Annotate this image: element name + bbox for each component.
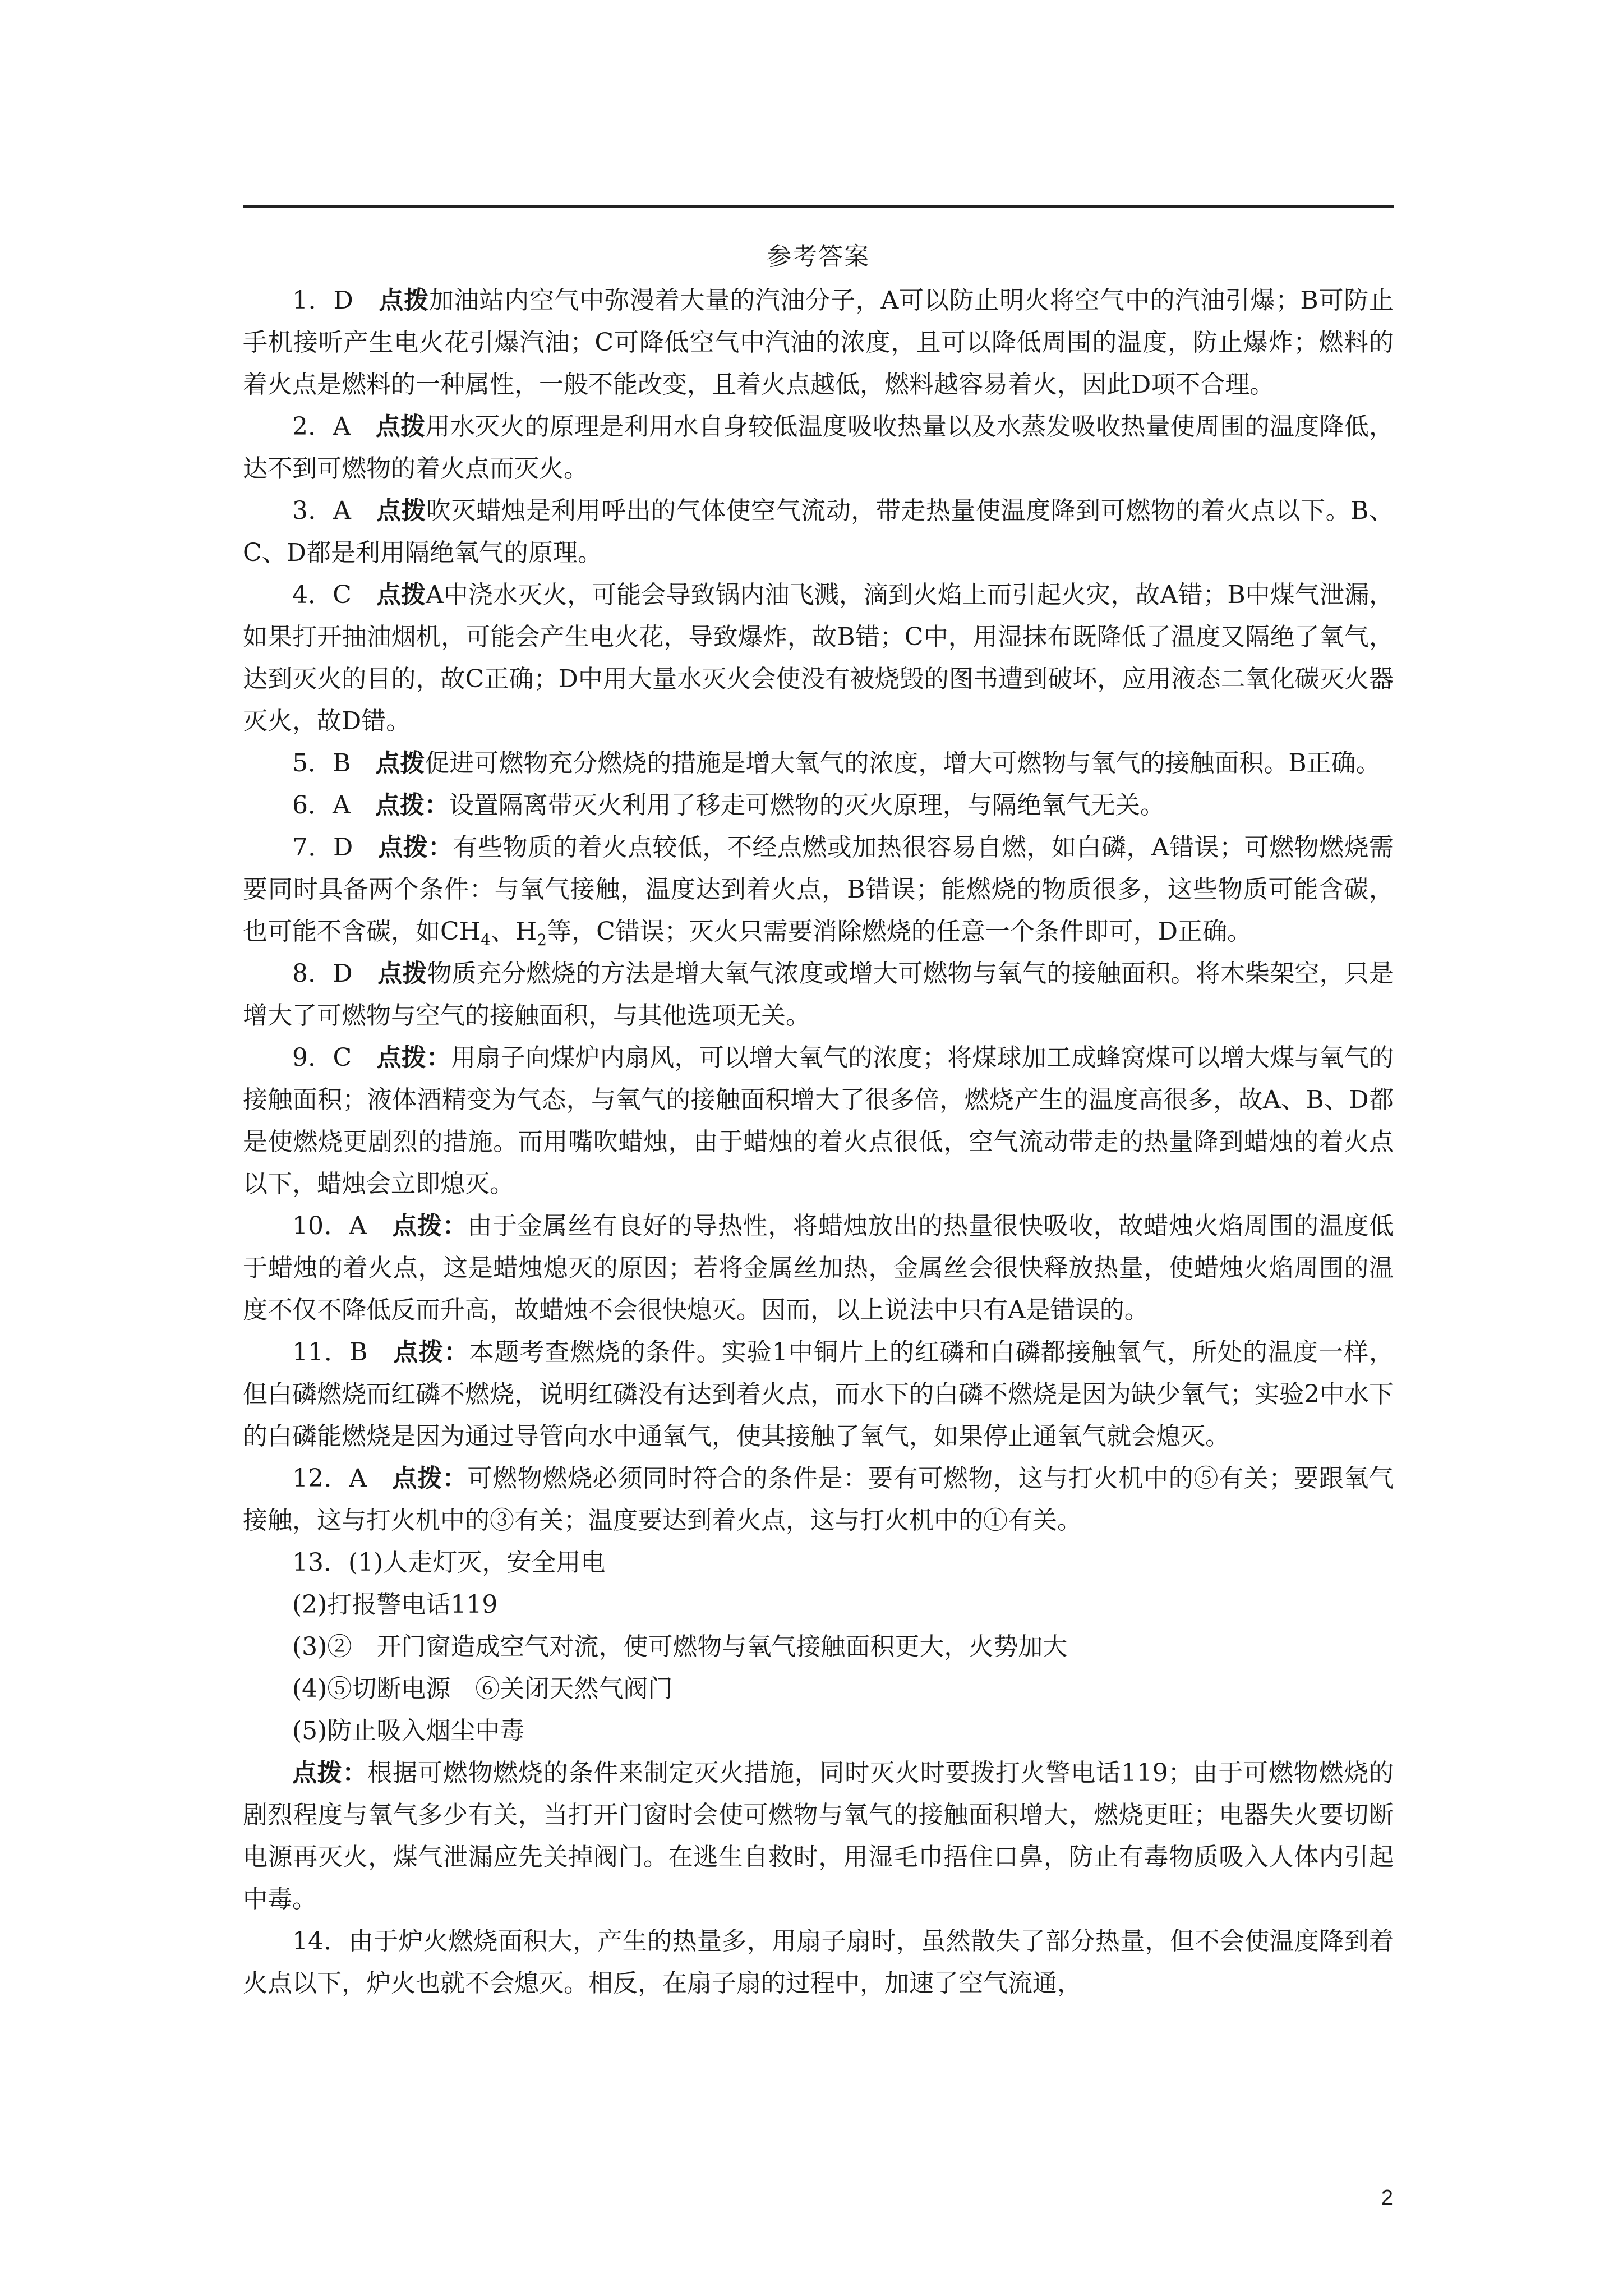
hint-label: 点拨 (375, 412, 426, 441)
answer-number: 8．D (292, 959, 353, 988)
answer-14: 14．由于炉火燃烧面积大，产生的热量多，用扇子扇时，虽然散失了部分热量，但不会使温度降到着火点以下，炉火也就不会熄灭。相反，在扇子扇的过程中，加速了空气流通， (243, 1927, 1394, 1998)
subscript: 2 (537, 930, 547, 949)
answer-7 (243, 826, 1394, 953)
answer-11 (243, 1331, 1394, 1457)
answer-number: 4．C (292, 581, 352, 609)
hint-label: 点拨： (392, 1464, 468, 1493)
answer-text: 可燃物燃烧必须同时符合的条件是：要有可燃物，这与打火机中的⑤有关；要跟氧气接触，这与打火机中的③有关；温度要达到着火点，这与打火机中的①有关。 (243, 1464, 1394, 1535)
answer-13-line: (2)打报警电话119 (292, 1590, 498, 1619)
answer-text: 、H (490, 917, 537, 946)
top-rule (243, 205, 1394, 208)
hint-label: 点拨： (375, 791, 449, 820)
answer-4 (243, 574, 1394, 742)
answer-2 (243, 406, 1394, 490)
answer-number: 6．A (292, 791, 351, 820)
answer-text: 加油站内空气中弥漫着大量的汽油分子，A可以防止明火将空气中的汽油引爆；B可防止手机接听产生电火花引爆汽油；C可降低空气中汽油的浓度，且可以降低周围的温度，防止爆炸；燃料的着火点是燃料的一种属性，一般不能改变，且着火点越低，燃料越容易着火，因此D项不合理。 (243, 286, 1394, 399)
answer-13-line: (5)防止吸入烟尘中毒 (292, 1717, 525, 1745)
page-number: 2 (1381, 2186, 1393, 2210)
answer-text: 促进可燃物充分燃烧的措施是增大氧气的浓度，增大可燃物与氧气的接触面积。B正确。 (425, 749, 1381, 777)
hint-label: 点拨 (375, 749, 425, 777)
answer-text: 等，C错误；灭火只需要消除燃烧的任意一个条件即可，D正确。 (547, 917, 1252, 946)
subscript: 4 (481, 930, 491, 949)
answer-number: 11．B (292, 1338, 368, 1366)
answer-number: 1．D (292, 286, 353, 315)
answer-number: 10．A (292, 1212, 367, 1240)
hint-label: 点拨 (376, 581, 426, 609)
answer-text: 用水灭火的原理是利用水自身较低温度吸收热量以及水蒸发吸收热量使周围的温度降低，达不到可燃物的着火点而灭火。 (243, 412, 1394, 483)
answer-text: 物质充分燃烧的方法是增大氧气浓度或增大可燃物与氧气的接触面积。将木柴架空，只是增大了可燃物与空气的接触面积，与其他选项无关。 (243, 959, 1394, 1030)
answer-content (243, 234, 1394, 2004)
answer-text: 由于金属丝有良好的导热性，将蜡烛放出的热量很快吸收，故蜡烛火焰周围的温度低于蜡烛的着火点，这是蜡烛熄灭的原因；若将金属丝加热，金属丝会很快释放热量，使蜡烛火焰周围的温度不仅不降低反而升高，故蜡烛不会很快熄灭。因而，以上说法中只有A是错误的。 (243, 1212, 1394, 1324)
answer-text: 有些物质的着火点较低，不经点燃或加热很容易自燃，如白磷，A错误；可燃物燃烧需要同时具备两个条件：与氧气接触，温度达到着火点，B错误；能燃烧的物质很多，这些物质可能含碳，也可能不含碳，如CH (243, 833, 1394, 946)
answer-number: 12．A (292, 1464, 367, 1493)
hint-label: 点拨： (376, 1043, 451, 1072)
answer-text: A中浇水灭火，可能会导致锅内油飞溅，滴到火焰上而引起火灾，故A错；B中煤气泄漏，如果打开抽油烟机，可能会产生电火花，导致爆炸，故B错；C中，用湿抹布既降低了温度又隔绝了氧气，达到灭火的目的，故C正确；D中用大量水灭火会使没有被烧毁的图书遭到破坏，应用液态二氧化碳灭火器灭火，故D错。 (243, 581, 1394, 735)
answer-5 (243, 742, 1394, 784)
hint-label: 点拨： (378, 833, 453, 862)
answer-text: 用扇子向煤炉内扇风，可以增大氧气的浓度；将煤球加工成蜂窝煤可以增大煤与氧气的接触面积；液体酒精变为气态，与氧气的接触面积增大了很多倍，燃烧产生的温度高很多，故A、B、D都是使燃烧更剧烈的措施。而用嘴吹蜡烛，由于蜡烛的着火点很低，空气流动带走的热量降到蜡烛的着火点以下，蜡烛会立即熄灭。 (243, 1043, 1394, 1198)
answer-text: 本题考查燃烧的条件。实验1中铜片上的红磷和白磷都接触氧气，所处的温度一样，但白磷燃烧而红磷不燃烧，说明红磷没有达到着火点，而水下的白磷不燃烧是因为缺少氧气；实验2中水下的白磷能燃烧是因为通过导管向水中通氧气，使其接触了氧气，如果停止通氧气就会熄灭。 (243, 1338, 1394, 1451)
answer-3 (243, 490, 1394, 574)
hint-label: 点拨 (377, 959, 427, 988)
answer-13-line: (4)⑤切断电源 ⑥关闭天然气阀门 (292, 1674, 673, 1703)
hint-label: 点拨： (393, 1338, 469, 1366)
answer-number: 5．B (292, 749, 351, 777)
answer-number: 9．C (292, 1043, 352, 1072)
answer-8 (243, 953, 1394, 1037)
hint-label: 点拨： (392, 1212, 468, 1240)
hint-label: 点拨： (292, 1759, 368, 1787)
answer-12 (243, 1457, 1394, 1542)
answer-text: 根据可燃物燃烧的条件来制定灭火措施，同时灭火时要拨打火警电话119；由于可燃物燃烧的剧烈程度与氧气多少有关，当打开门窗时会使可燃物与氧气的接触面积增大，燃烧更旺；电器失火要切断电源再灭火，煤气泄漏应先关掉阀门。在逃生自救时，用湿毛巾捂住口鼻，防止有毒物质吸入人体内引起中毒。 (243, 1759, 1394, 1913)
answer-text: 设置隔离带灭火利用了移走可燃物的灭火原理，与隔绝氧气无关。 (449, 791, 1165, 820)
answer-13-line: 13．(1)人走灯灭，安全用电 (292, 1548, 606, 1577)
answer-number: 7．D (292, 833, 353, 862)
answer-10 (243, 1205, 1394, 1331)
answer-1 (243, 279, 1394, 406)
answer-9 (243, 1037, 1394, 1205)
answer-number: 3．A (292, 496, 351, 525)
answer-6 (243, 784, 1394, 826)
hint-label: 点拨 (376, 496, 427, 525)
page-title: 参考答案 (767, 242, 870, 271)
answer-number: 2．A (292, 412, 351, 441)
answer-13-note (243, 1752, 1394, 1920)
answer-13-line: (3)② 开门窗造成空气对流，使可燃物与氧气接触面积更大，火势加大 (292, 1632, 1068, 1661)
hint-label: 点拨 (379, 286, 429, 315)
answer-text: 吹灭蜡烛是利用呼出的气体使空气流动，带走热量使温度降到可燃物的着火点以下。B、C、D都是利用隔绝氧气的原理。 (243, 496, 1394, 567)
